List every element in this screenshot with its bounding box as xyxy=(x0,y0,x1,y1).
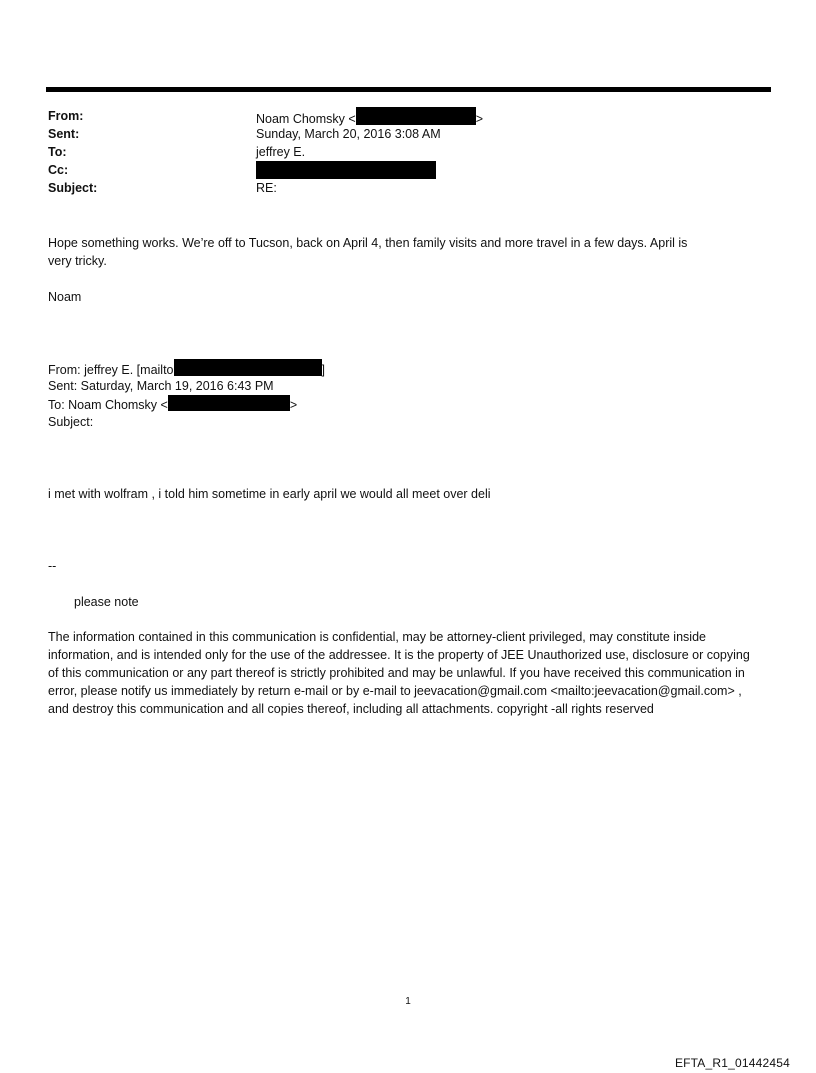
quoted-body: i met with wolfram , i told him sometime in early april we would all meet over deli xyxy=(48,487,491,501)
quoted-to-text: To: Noam Chomsky < xyxy=(48,398,168,412)
quoted-to-suffix: > xyxy=(289,398,298,412)
to-value: jeffrey E. xyxy=(256,145,306,159)
page-number: 1 xyxy=(405,996,411,1007)
quoted-from-text: From: jeffrey E. [mailto xyxy=(48,363,174,377)
from-suffix: > xyxy=(475,112,483,126)
quoted-sent-line: Sent: Saturday, March 19, 2016 6:43 PM xyxy=(48,379,274,393)
quoted-subject-line: Subject: xyxy=(48,415,94,429)
signature-separator: -- xyxy=(48,559,57,573)
bates-number: EFTA_R1_01442454 xyxy=(674,1056,790,1070)
reply-body-line-1: Hope something works. We’re off to Tucson, back on April 4, then family visits and more travel in a few days. April is xyxy=(48,236,688,250)
redaction-box xyxy=(174,359,322,376)
redaction-box xyxy=(256,161,436,179)
redaction-box xyxy=(168,395,290,411)
to-label: To: xyxy=(48,145,67,159)
quoted-to-line xyxy=(48,395,297,414)
sent-label: Sent: xyxy=(48,127,80,141)
header-rule xyxy=(46,87,771,92)
please-note: please note xyxy=(74,595,139,609)
subject-value: RE: xyxy=(256,181,277,195)
quoted-from-suffix: ] xyxy=(321,363,325,377)
reply-signature: Noam xyxy=(48,290,82,304)
quoted-from-line xyxy=(48,359,325,379)
confidentiality-disclaimer: The information contained in this communication is confidential, may be attorney-client privileged, may constitute inside information, and is intended only for the use of the addressee. It is the property of JEE Unauthorized use, disclosure or copying of this communication or any part thereof is strictly prohibited and may be unlawful. If you have received this communication in error, please notify us immediately by return e-mail or by e-mail to jeevacation@gmail.com <mailto:jeevacation@gmail.com> , and destroy this communication and all copies thereof, including all attachments. copyright -all rights reserved xyxy=(48,630,750,716)
reply-body-line-2: very tricky. xyxy=(48,254,107,268)
cc-label: Cc: xyxy=(48,163,69,177)
cc-value xyxy=(256,161,436,182)
sent-value: Sunday, March 20, 2016 3:08 AM xyxy=(256,127,441,141)
redaction-box xyxy=(356,107,476,125)
subject-label: Subject: xyxy=(48,181,98,195)
from-label: From: xyxy=(48,109,84,123)
from-name: Noam Chomsky < xyxy=(256,112,356,126)
